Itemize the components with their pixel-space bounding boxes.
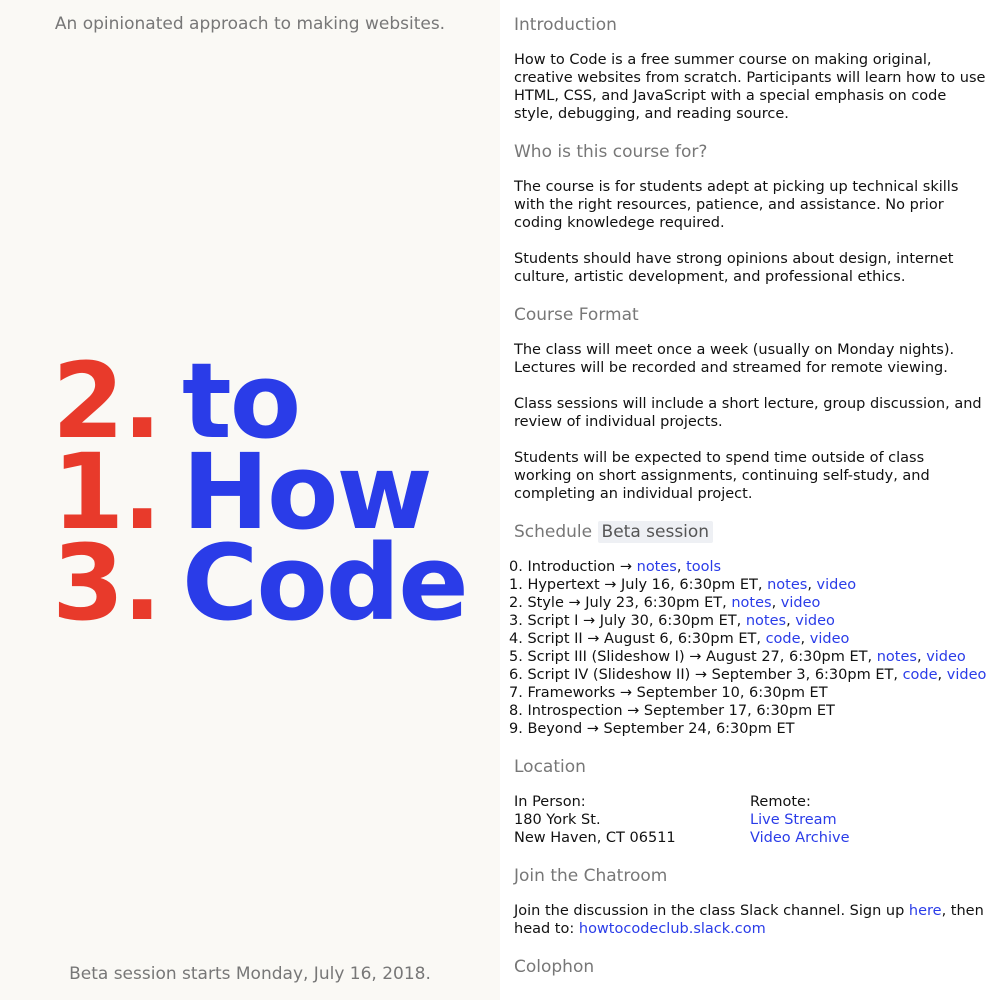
slack-link[interactable]: howtocodeclub.slack.com xyxy=(578,921,766,937)
location-section xyxy=(514,756,986,847)
schedule-notes-link[interactable]: notes xyxy=(876,649,917,665)
logo-number: 3. xyxy=(52,522,160,644)
audience-text: The course is for students adept at picking up technical skills with the right resources, patience, and assistance. No prior coding knowledege required. xyxy=(514,179,959,231)
in-person-column xyxy=(514,793,750,847)
schedule-item-text: 2. Style → July 23, 6:30pm ET, xyxy=(509,595,732,611)
schedule-item xyxy=(509,684,986,702)
chat-section xyxy=(514,865,986,938)
address-line: 180 York St. xyxy=(514,812,601,828)
chat-text-part: Join the discussion in the class Slack channel. Sign up xyxy=(514,903,909,919)
schedule-video-link[interactable]: video xyxy=(926,649,966,665)
schedule-code-link[interactable]: code xyxy=(902,667,938,683)
schedule-item: 1. Hypertext → July 16, 6:30pm ET, notes, video xyxy=(509,577,857,593)
schedule-item xyxy=(509,720,986,738)
logo-word: to xyxy=(182,340,300,462)
schedule-item: 5. Script III (Slideshow I) → August 27, 6:30pm ET, notes, video xyxy=(509,649,966,665)
colophon-section xyxy=(514,956,986,978)
schedule-item xyxy=(509,702,986,720)
schedule-item: 4. Script II → August 6, 6:30pm ET, code, video xyxy=(509,631,850,647)
intro-text: How to Code is a free summer course on making original, creative websites from scratch. Participants will learn how to use HTML, CSS, and JavaScript with a special emphasis on code style, debugging, and reading source. xyxy=(514,52,986,122)
format-heading: Course Format xyxy=(514,305,639,325)
tagline: An opinionated approach to making websites. xyxy=(54,14,446,34)
schedule-code-link[interactable]: code xyxy=(765,631,801,647)
in-person-label: In Person: xyxy=(514,794,586,810)
schedule-video-link[interactable]: video xyxy=(795,613,835,629)
audience-text: Students should have strong opinions about design, internet culture, artistic development, and professional ethics. xyxy=(514,251,954,285)
location-heading: Location xyxy=(514,757,586,777)
schedule-heading xyxy=(514,521,986,543)
format-section xyxy=(514,304,986,503)
schedule-section xyxy=(509,521,987,738)
intro-section xyxy=(514,14,986,123)
schedule-video-link[interactable]: video xyxy=(946,667,987,683)
schedule-item-text: 9. Beyond → September 24, 6:30pm ET xyxy=(509,721,795,737)
schedule-notes-link[interactable]: notes xyxy=(745,613,787,629)
logo-number: 1. xyxy=(52,431,160,553)
remote-column xyxy=(750,793,986,847)
chat-heading: Join the Chatroom xyxy=(514,866,668,886)
schedule-item-text: 5. Script III (Slideshow I) → August 27, 6:30pm ET, xyxy=(509,649,877,665)
schedule-item-text: 8. Introspection → September 17, 6:30pm ET xyxy=(509,703,835,719)
schedule-item-text: 7. Frameworks → September 10, 6:30pm ET xyxy=(509,685,828,701)
format-text: Students will be expected to spend time outside of class working on short assignments, continuing self-study, and completing an individual project. xyxy=(514,450,930,502)
intro-heading: Introduction xyxy=(514,15,617,35)
schedule-item: 6. Script IV (Slideshow II) → September 3, 6:30pm ET, code, video xyxy=(509,667,987,683)
audience-heading: Who is this course for? xyxy=(514,142,708,162)
chat-text xyxy=(514,902,986,938)
logo-word: Code xyxy=(182,522,467,644)
schedule-notes-link[interactable]: notes xyxy=(767,577,808,593)
schedule-item-text: 0. Introduction → xyxy=(509,559,637,575)
content-panel[interactable] xyxy=(500,0,1000,1000)
location-grid xyxy=(514,793,986,847)
logo-row xyxy=(52,522,467,644)
colophon-heading: Colophon xyxy=(514,957,595,977)
schedule-item-text: 6. Script IV (Slideshow II) → September 3, 6:30pm ET, xyxy=(509,667,903,683)
schedule-item: 2. Style → July 23, 6:30pm ET, notes, video xyxy=(509,595,821,611)
schedule-notes-link[interactable]: notes xyxy=(636,559,677,575)
remote-label: Remote: xyxy=(750,794,811,810)
logo-number: 2. xyxy=(52,340,160,462)
schedule-video-link[interactable]: video xyxy=(780,595,821,611)
schedule-item: 3. Script I → July 30, 6:30pm ET, notes, video xyxy=(509,613,835,629)
live-stream-link[interactable]: Live Stream xyxy=(750,812,837,828)
logo-word: How xyxy=(182,431,431,553)
schedule-video-link[interactable]: video xyxy=(816,577,857,593)
audience-section xyxy=(514,141,986,286)
beta-session-badge: Beta session xyxy=(598,521,714,543)
schedule-tools-link[interactable]: tools xyxy=(686,559,722,575)
address-line: New Haven, CT 06511 xyxy=(514,830,676,846)
format-text: The class will meet once a week (usually on Monday nights). Lectures will be recorded and streamed for remote viewing. xyxy=(514,342,955,376)
video-archive-link[interactable]: Video Archive xyxy=(750,830,850,846)
schedule-notes-link[interactable]: notes xyxy=(731,595,772,611)
schedule-item: 0. Introduction → notes, tools xyxy=(509,559,722,575)
schedule-video-link[interactable]: video xyxy=(809,631,850,647)
schedule-title: Schedule xyxy=(514,522,593,542)
schedule-item-text: 3. Script I → July 30, 6:30pm ET, xyxy=(509,613,746,629)
schedule-list xyxy=(509,558,986,738)
start-note: Beta session starts Monday, July 16, 2018. xyxy=(69,964,431,984)
logo xyxy=(52,340,467,644)
schedule-item-text: 1. Hypertext → July 16, 6:30pm ET, xyxy=(509,577,768,593)
format-text: Class sessions will include a short lecture, group discussion, and review of individual projects. xyxy=(514,396,982,430)
chat-text-part: , then head to: xyxy=(514,903,984,937)
signup-link[interactable]: here xyxy=(908,903,942,919)
schedule-item-text: 4. Script II → August 6, 6:30pm ET, xyxy=(509,631,766,647)
